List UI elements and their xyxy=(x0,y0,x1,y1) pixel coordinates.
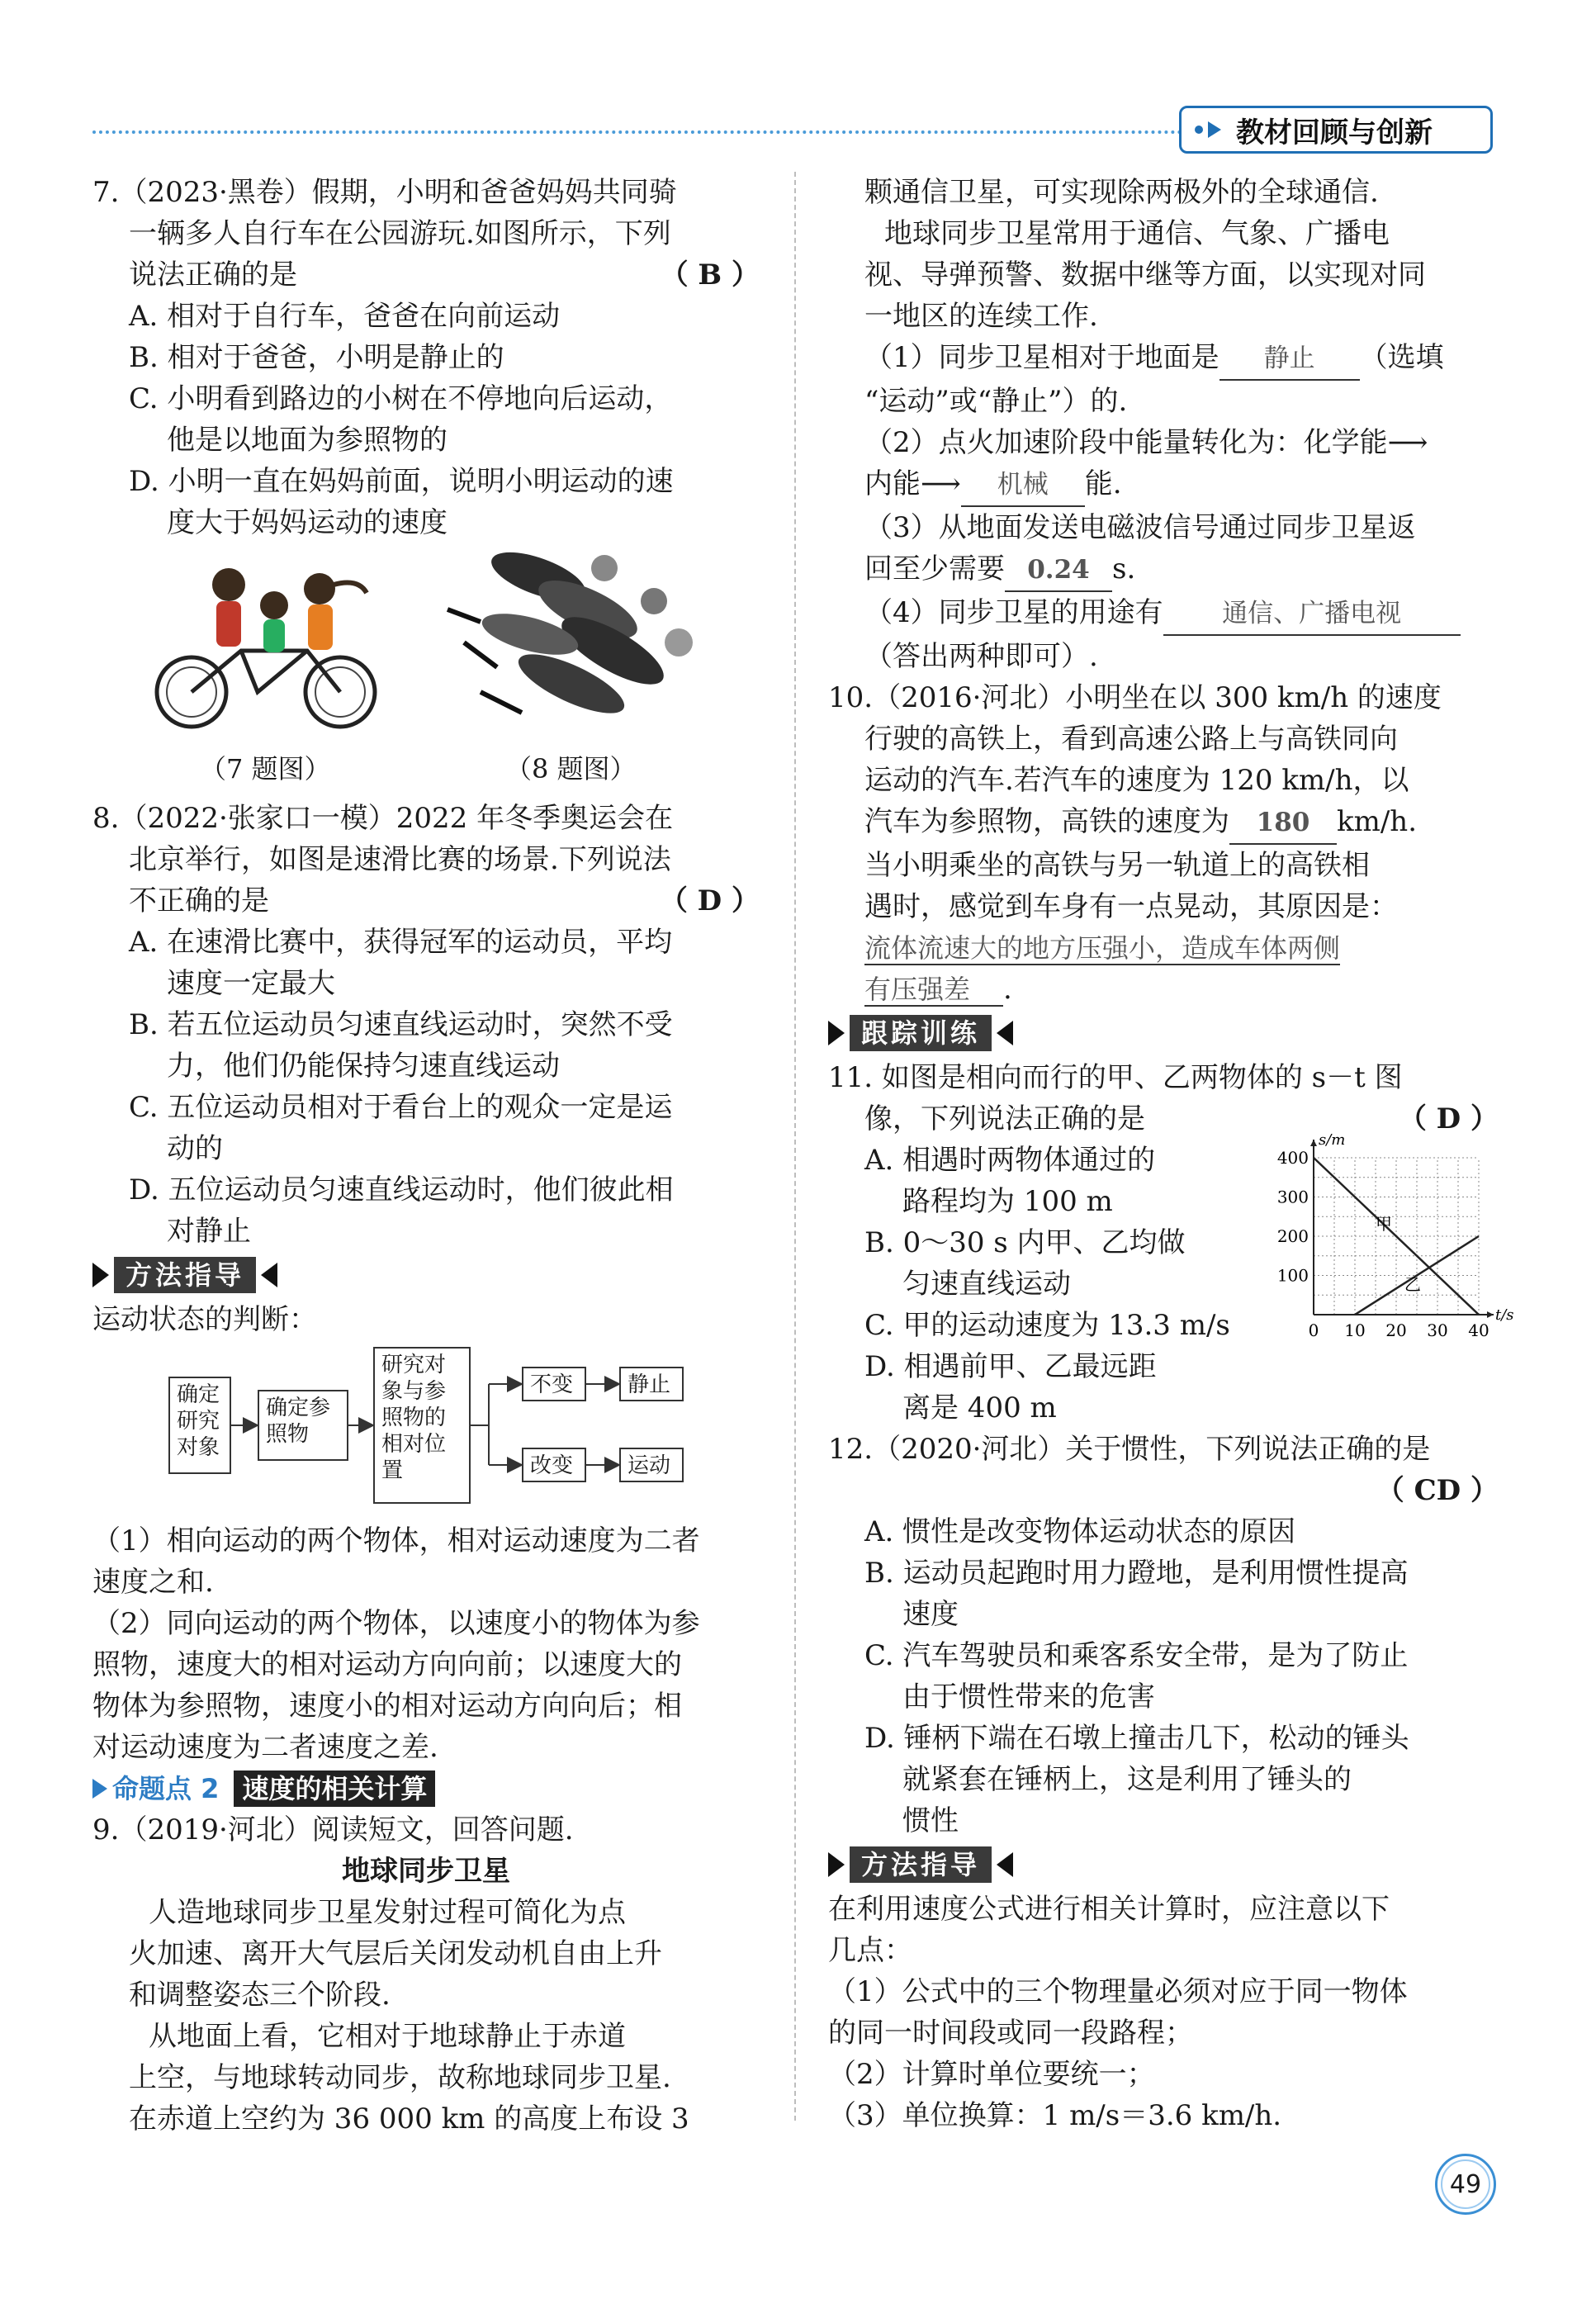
flow-box-unchanged: 不变 xyxy=(522,1367,586,1401)
left-column xyxy=(92,172,760,2140)
figures-7-8 xyxy=(92,543,760,791)
triangle-right-icon xyxy=(92,1779,107,1799)
question-text: 当小明乘坐的高铁与另一轨道上的高铁相 xyxy=(864,849,1370,882)
answer-blank: 0.24 xyxy=(1005,549,1112,592)
option-d-cont: 就紧套在锤柄上，这是利用了锤头的 xyxy=(902,1763,1352,1796)
method-text: 在利用速度公式进行相关计算时，应注意以下 xyxy=(828,1893,1390,1926)
y-axis-label: s/m xyxy=(1319,1131,1346,1149)
option-a-cont: 速度一定最大 xyxy=(167,967,335,1000)
question-text: 11. 如图是相向而行的甲、乙两物体的 s－t 图 xyxy=(828,1061,1403,1094)
answer-blank: 180 xyxy=(1229,802,1337,845)
option-b: B. 相对于爸爸，小明是静止的 xyxy=(129,341,504,374)
answer-blank: 静止 xyxy=(1219,338,1360,381)
badge-bullet-icon xyxy=(1195,121,1221,138)
method-point-2-cont: 照物，速度大的相对运动方向向前；以速度大的 xyxy=(92,1648,682,1681)
option-b-cont: 匀速直线运动 xyxy=(902,1268,1071,1301)
question-text: 行驶的高铁上，看到高速公路上与高铁同向 xyxy=(864,723,1398,756)
x-tick-label: 20 xyxy=(1385,1320,1407,1340)
option-d-cont: 离是 400 m xyxy=(902,1391,1057,1424)
right-column xyxy=(828,172,1514,2136)
method-text: （3）单位换算：1 m/s＝3.6 km/h. xyxy=(828,2099,1282,2132)
triangle-right-icon xyxy=(828,1852,845,1877)
question-text: 运动的汽车.若汽车的速度为 120 km/h，以 xyxy=(864,764,1409,797)
topic-heading: 命题点 2 速度的相关计算 xyxy=(92,1768,760,1809)
answer-bracket: （ D ） xyxy=(659,884,760,917)
q9-sub-4: （4）同步卫星的用途有 通信、广播电视 xyxy=(828,592,1499,636)
answer-blank: 机械 xyxy=(961,464,1085,507)
method-point-1: （1）相向运动的两个物体，相对运动速度为二者 xyxy=(92,1524,700,1557)
series-label: 乙 xyxy=(1404,1274,1421,1295)
method-guide-tag: 方法指导 xyxy=(92,1257,277,1293)
triangle-left-icon xyxy=(997,1852,1013,1877)
question-text: 12.（2020·河北）关于惯性，下列说法正确的是 xyxy=(828,1433,1431,1466)
option-c-cont: 由于惯性带来的危害 xyxy=(902,1680,1155,1714)
speed-skaters-illustration xyxy=(431,543,712,733)
option-b: B. 若五位运动员匀速直线运动时，突然不受 xyxy=(129,1008,673,1041)
answer-bracket: （ B ） xyxy=(660,258,760,292)
y-tick-label: 100 xyxy=(1276,1265,1309,1286)
flow-box-relative-position: 研究对象与参照物的相对位置 xyxy=(373,1347,471,1504)
triangle-right-icon xyxy=(92,1263,109,1287)
question-text: 不正确的是 （ D ） xyxy=(92,880,760,922)
option-d: D. 五位运动员匀速直线运动时，他们彼此相 xyxy=(129,1173,674,1206)
series-label: 甲 xyxy=(1376,1213,1392,1234)
method-guide-tag: 方法指导 xyxy=(828,1846,1013,1883)
option-b-cont: 速度 xyxy=(902,1598,959,1631)
flow-box-reference: 确定参照物 xyxy=(258,1390,348,1461)
flow-box-changed: 改变 xyxy=(522,1448,586,1482)
section-header-badge xyxy=(1179,106,1493,154)
question-text: 8.（2022·张家口一模）2022 年冬季奥运会在 xyxy=(92,802,674,835)
option-c: C. 五位运动员相对于看台上的观众一定是运 xyxy=(129,1091,673,1124)
figure-8-caption: （8 题图） xyxy=(505,753,637,785)
article-text: 视、导弹预警、数据中继等方面，以实现对同 xyxy=(864,258,1426,292)
y-tick-label: 400 xyxy=(1276,1148,1309,1168)
option-c-cont: 动的 xyxy=(167,1132,223,1165)
method-intro: 运动状态的判断： xyxy=(92,1303,317,1336)
article-text: 在赤道上空约为 36 000 km 的高度上布设 3 xyxy=(129,2102,689,2135)
article-text: 上空，与地球转动同步，故称地球同步卫星. xyxy=(129,2061,671,2094)
bicycle-family-illustration xyxy=(150,552,398,742)
article-text: 颗通信卫星，可实现除两极外的全球通信. xyxy=(864,176,1379,209)
topic-title: 速度的相关计算 xyxy=(234,1770,435,1807)
triangle-left-icon xyxy=(261,1263,277,1287)
header-dotted-line xyxy=(92,130,1182,134)
q9-sub-4-cont: （答出两种即可）. xyxy=(864,640,1098,673)
method-point-2: （2）同向运动的两个物体，以速度小的物体为参 xyxy=(92,1607,700,1640)
article-text: 人造地球同步卫星发射过程可简化为点 xyxy=(149,1896,626,1929)
section-title: 教材回顾与创新 xyxy=(1236,116,1433,149)
answer-blank: 通信、广播电视 xyxy=(1163,593,1461,636)
question-text: 9.（2019·河北）阅读短文，回答问题. xyxy=(92,1813,574,1846)
q9-sub-1: （1）同步卫星相对于地面是 静止 （选填 xyxy=(828,337,1499,381)
answer-bracket: （ D ） xyxy=(1398,1102,1499,1135)
x-axis-label: t/s xyxy=(1495,1306,1514,1324)
option-a: A. 相遇时两物体通过的 xyxy=(864,1144,1156,1177)
article-text: 地球同步卫星常用于通信、气象、广播电 xyxy=(884,217,1390,250)
question-11 xyxy=(828,1057,1514,1429)
triangle-left-icon xyxy=(997,1021,1013,1045)
question-text: 一辆多人自行车在公园游玩.如图所示，下列 xyxy=(129,217,671,250)
article-text: 火加速、离开大气层后关闭发动机自由上升 xyxy=(129,1937,662,1970)
method-text: （2）计算时单位要统一； xyxy=(828,2058,1155,2091)
question-12 xyxy=(828,1429,1499,1842)
option-a: A. 在速滑比赛中，获得冠军的运动员，平均 xyxy=(129,926,673,959)
x-tick-label: 0 xyxy=(1308,1320,1319,1340)
question-text: 10.（2016·河北）小明坐在以 300 km/h 的速度 xyxy=(828,681,1442,714)
option-d-cont: 惯性 xyxy=(902,1804,959,1837)
tracking-training-tag: 跟踪训练 xyxy=(828,1015,1013,1051)
q9-sub-3: （3）从地面发送电磁波信号通过同步卫星返 xyxy=(864,511,1416,544)
option-c-cont: 他是以地面为参照物的 xyxy=(167,424,448,457)
q9-sub-3-cont: 回至少需要 0.24 s. xyxy=(828,548,1499,592)
page-number: 49 xyxy=(1435,2154,1496,2215)
flow-box-moving: 运动 xyxy=(619,1448,684,1482)
question-text: 遇时，感觉到车身有一点晃动，其原因是： xyxy=(864,890,1398,923)
option-a-cont: 路程均为 100 m xyxy=(902,1185,1113,1218)
option-a: A. 惯性是改变物体运动状态的原因 xyxy=(864,1515,1296,1548)
question-text: 7.（2023·黑卷）假期，小明和爸爸妈妈共同骑 xyxy=(92,176,677,209)
article-text: 从地面上看，它相对于地球静止于赤道 xyxy=(149,2020,626,2053)
option-d: D. 锤柄下端在石墩上撞击几下，松动的锤头 xyxy=(864,1722,1409,1755)
q9-sub-1-cont: “运动”或“静止”）的. xyxy=(864,385,1128,418)
column-divider xyxy=(794,172,796,2121)
option-d: D. 小明一直在妈妈前面，说明小明运动的速 xyxy=(129,465,674,498)
option-d-cont: 对静止 xyxy=(167,1215,251,1248)
option-b: B. 运动员起跑时用力蹬地，是利用惯性提高 xyxy=(864,1557,1409,1590)
method-point-1-cont: 速度之和. xyxy=(92,1566,214,1599)
q9-sub-2: （2）点火加速阶段中能量转化为：化学能⟶ xyxy=(864,426,1428,459)
option-d-cont: 度大于妈妈运动的速度 xyxy=(167,506,448,539)
answer-bracket: （ CD ） xyxy=(1376,1474,1499,1507)
question-text: 汽车为参照物，高铁的速度为 180 km/h. xyxy=(828,801,1499,845)
method-text: 的同一时间段或同一段路程； xyxy=(828,2017,1193,2050)
x-tick-label: 40 xyxy=(1468,1320,1489,1340)
question-8 xyxy=(92,798,760,1252)
option-c: C. 汽车驾驶员和乘客系安全带，是为了防止 xyxy=(864,1639,1409,1672)
flow-box-still: 静止 xyxy=(619,1367,684,1401)
x-tick-label: 10 xyxy=(1344,1320,1366,1340)
question-10 xyxy=(828,677,1499,1010)
flow-box-object: 确定研究对象 xyxy=(168,1377,231,1474)
question-7 xyxy=(92,172,760,543)
option-b-cont: 力，他们仍能保持匀速直线运动 xyxy=(167,1050,560,1083)
method-point-2-cont: 物体为参照物，速度小的相对运动方向向后；相 xyxy=(92,1690,682,1723)
method-text: 几点： xyxy=(828,1934,912,1967)
y-axis-arrow-icon xyxy=(1310,1140,1317,1146)
option-b: B. 0～30 s 内甲、乙均做 xyxy=(864,1226,1186,1259)
x-axis-arrow-icon xyxy=(1487,1311,1494,1318)
x-tick-label: 30 xyxy=(1427,1320,1448,1340)
motion-flowchart xyxy=(92,1347,760,1512)
article-text: 和调整姿态三个阶段. xyxy=(129,1979,391,2012)
q9-sub-2-cont: 内能⟶ 机械 能. xyxy=(828,463,1499,507)
question-text: 北京举行，如图是速滑比赛的场景.下列说法 xyxy=(129,843,671,876)
triangle-right-icon xyxy=(828,1021,845,1045)
option-d: D. 相遇前甲、乙最远距 xyxy=(864,1350,1157,1383)
method-point-2-cont: 对运动速度为二者速度之差. xyxy=(92,1731,438,1764)
article-text: 一地区的连续工作. xyxy=(864,300,1098,333)
figure-7-caption: （7 题图） xyxy=(200,753,331,785)
answer-line: 流体流速大的地方压强小，造成车体两侧 xyxy=(864,932,1341,964)
y-tick-label: 300 xyxy=(1276,1187,1309,1207)
option-c: C. 甲的运动速度为 13.3 m/s xyxy=(864,1309,1230,1342)
question-text: 像，下列说法正确的是 （ D ） xyxy=(828,1098,1499,1140)
answer-line: 有压强差 . xyxy=(864,973,1012,1006)
y-tick-label: 200 xyxy=(1276,1226,1309,1246)
question-9 xyxy=(92,1809,760,2140)
method-text: （1）公式中的三个物理量必须对应于同一物体 xyxy=(828,1975,1408,2008)
question-text xyxy=(828,1470,1499,1511)
option-a: A. 相对于自行车，爸爸在向前运动 xyxy=(129,300,561,333)
s-t-graph xyxy=(1272,1131,1514,1358)
option-c: C. 小明看到路边的小树在不停地向后运动， xyxy=(129,382,673,415)
article-title: 地球同步卫星 xyxy=(342,1855,510,1888)
question-text: 说法正确的是 （ B ） xyxy=(92,254,760,296)
